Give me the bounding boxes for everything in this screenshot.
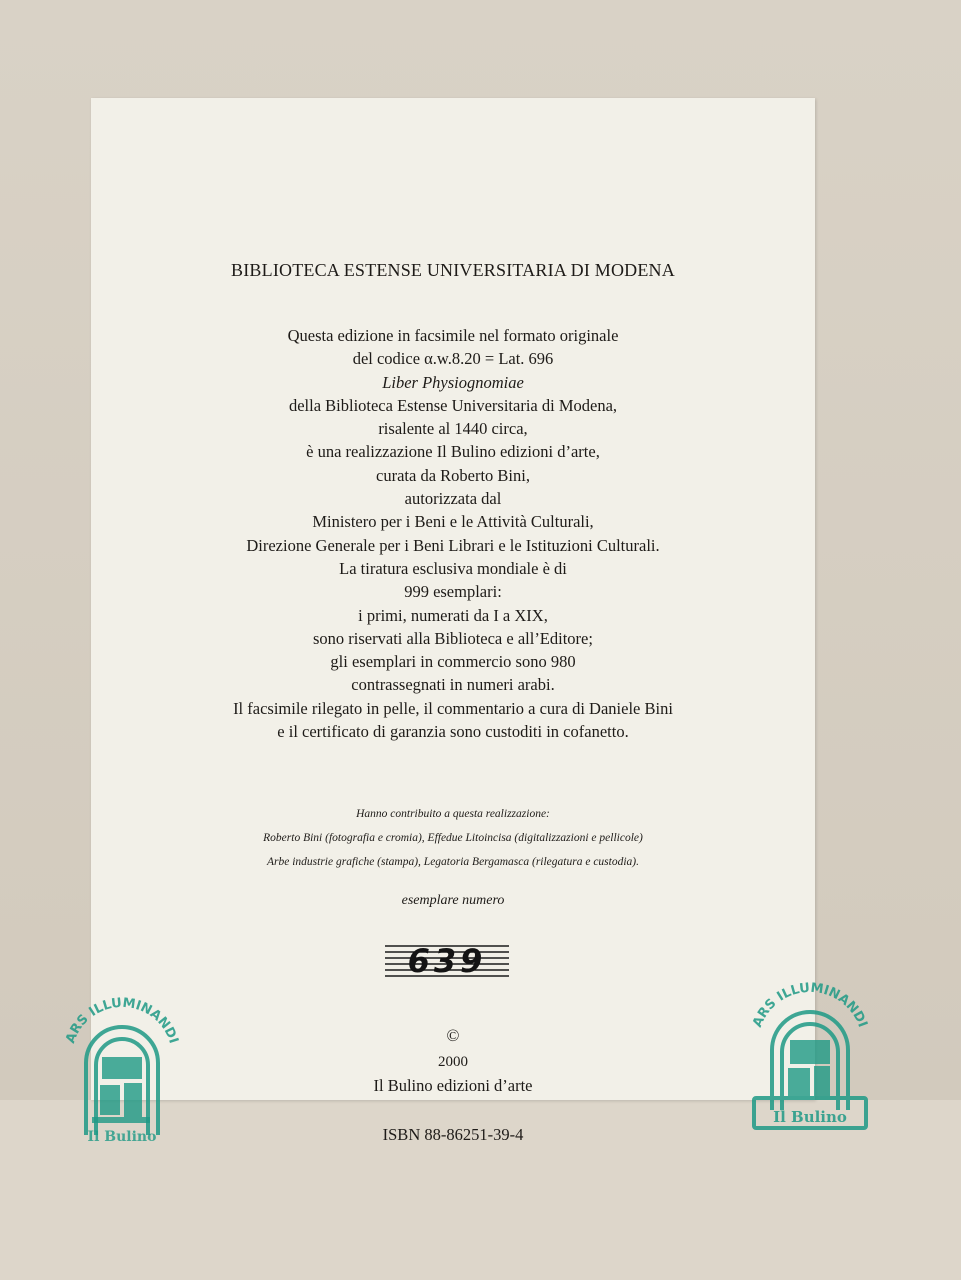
colophon-line: 999 esemplari: (404, 582, 502, 602)
credits-line: Roberto Bini (fotografia e cromia), Effedue Litoincisa (digitalizzazioni e pellicole) (263, 832, 643, 844)
colophon-line: La tiratura esclusiva mondiale è di (339, 558, 567, 578)
copy-number-field (385, 940, 509, 982)
credits-line: Arbe industrie grafiche (stampa), Legatoria Bergamasca (rilegatura e custodia). (266, 856, 639, 868)
colophon-line: del codice α.w.8.20 = Lat. 696 (352, 349, 554, 369)
stamp-arc-text: ARS ILLUMINANDI (750, 980, 870, 1030)
colophon-line: curata da Roberto Bini, (376, 465, 530, 485)
colophon-line: Il facsimile rilegato in pelle, il commentario a cura di Daniele Bini (233, 698, 673, 718)
isbn: ISBN 88-86251-39-4 (382, 1125, 524, 1144)
colophon-line: autorizzata dal (404, 489, 502, 509)
stamp-bottom-text: Il Bulino (87, 1129, 157, 1145)
institution-heading: BIBLIOTECA ESTENSE UNIVERSITARIA DI MODENA (231, 260, 675, 280)
colophon-line: sono riservati alla Biblioteca e all’Editore; (313, 628, 593, 648)
publisher-stamp-left (52, 985, 192, 1145)
copyright-symbol: © (446, 1026, 460, 1045)
colophon-text (91, 324, 815, 743)
colophon-line: contrassegnati in numeri arabi. (351, 675, 555, 695)
colophon-line: risalente al 1440 circa, (378, 419, 528, 439)
publisher-name: Il Bulino edizioni d’arte (373, 1076, 533, 1095)
colophon-line: e il certificato di garanzia sono custoditi in cofanetto. (277, 722, 629, 742)
colophon-line: Direzione Generale per i Beni Librari e le Istituzioni Culturali. (246, 535, 660, 555)
colophon-line: i primi, numerati da I a XIX, (358, 605, 548, 625)
credits-block (91, 802, 815, 874)
stamp-bottom-text: Il Bulino (773, 1108, 847, 1126)
handwritten-copy-number: 639 (407, 942, 487, 980)
copy-number-label: esemplare numero (401, 893, 505, 908)
colophon-sheet (91, 98, 815, 1144)
colophon-line: è una realizzazione Il Bulino edizioni d’arte, (306, 442, 600, 462)
colophon-line: della Biblioteca Estense Universitaria di Modena, (288, 395, 618, 415)
credits-intro: Hanno contribuito a questa realizzazione: (356, 808, 550, 820)
colophon-line: Questa edizione in facsimile nel formato originale (287, 326, 619, 345)
publication-year: 2000 (438, 1054, 468, 1070)
colophon-line: gli esemplari in commercio sono 980 (330, 652, 576, 672)
stamp-arc-text: ARS ILLUMINANDI (63, 995, 181, 1046)
publisher-stamp-right (740, 970, 880, 1135)
colophon-line: Ministero per i Beni e le Attività Culturali, (312, 512, 594, 532)
manuscript-title: Liber Physiognomiae (382, 372, 524, 392)
